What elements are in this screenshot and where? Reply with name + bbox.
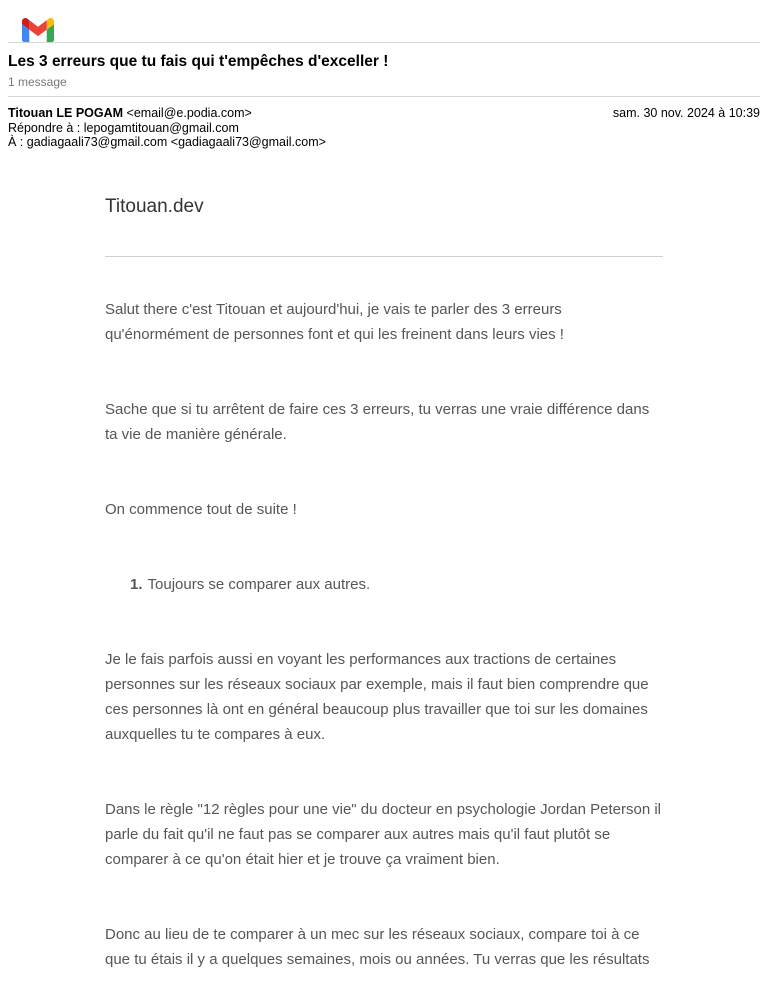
list-item-text: Toujours se comparer aux autres.	[147, 575, 371, 593]
sender-row	[8, 106, 760, 121]
message-count: 1 message	[8, 75, 67, 89]
numbered-list-item	[105, 572, 663, 597]
paragraph-jordan-peterson: Dans le règle "12 règles pour une vie" du docteur en psychologie Jordan Peterson il parle du fait qu'il ne faut pas se comparer aux autres mais qu'il faut plutôt se comparer à ce qu'on était hier et je trouve ça vraiment bien.	[105, 800, 661, 868]
sender-line	[8, 106, 252, 121]
paragraph-start: On commence tout de suite !	[105, 500, 297, 518]
paragraph-comparison: Je le fais parfois aussi en voyant les performances aux tractions de certaines personnes sur les réseaux sociaux par exemple, mais il faut bien comprendre que ces personnes là ont en général beaucoup plus travailler que toi sur les domaines auxquelles tu te compares à eux.	[105, 650, 649, 743]
brand-heading: Titouan.dev	[105, 195, 204, 217]
email-body	[105, 196, 663, 972]
email-subject: Les 3 erreurs que tu fais qui t'empêches d'exceller !	[8, 53, 389, 70]
paragraph-promise: Sache que si tu arrêtent de faire ces 3 erreurs, tu verras une vraie différence dans ta vie de manière générale.	[105, 400, 650, 443]
reply-to-line: Répondre à : lepogamtitouan@gmail.com	[8, 120, 239, 135]
sender-email: <email@e.podia.com>	[126, 106, 252, 120]
message-date: sam. 30 nov. 2024 à 10:39	[612, 106, 760, 120]
paragraph-conclusion: Donc au lieu de te comparer à un mec sur les réseaux sociaux, compare toi à ce que tu étais il y a quelques semaines, mois ou années. Tu verras que les résultats	[105, 925, 650, 968]
gmail-logo-icon	[22, 18, 54, 42]
sender-name: Titouan LE POGAM	[8, 106, 124, 120]
message-header	[0, 97, 768, 160]
subject-block	[0, 43, 768, 96]
list-item-number: 1.	[130, 575, 143, 593]
paragraph-intro: Salut there c'est Titouan et aujourd'hui, je vais te parler des 3 erreurs qu'énormément de personnes font et qui les freinent dans leurs vies !	[105, 300, 564, 343]
body-divider	[105, 256, 663, 257]
to-line: À : gadiagaali73@gmail.com <gadiagaali73@gmail.com>	[8, 135, 326, 149]
